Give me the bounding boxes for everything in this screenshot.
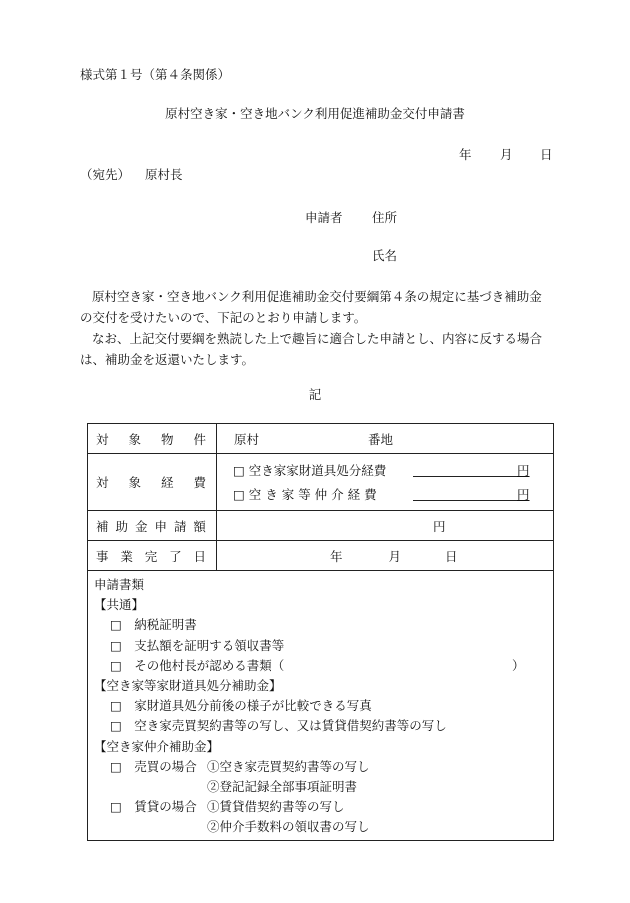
label-char: 助 bbox=[115, 518, 128, 534]
body-paragraph-2: なお、上記交付要綱を熟読した上で趣旨に適合した申請とし、内容に反する場合は、補助金を返還いたします。 bbox=[80, 331, 543, 367]
cost-label bbox=[88, 454, 217, 511]
lease-item-1: ①賃貸借契約書等の写し bbox=[207, 799, 345, 815]
sale-label: □ 売買の場合 bbox=[110, 758, 197, 774]
label-char: 事 bbox=[96, 548, 109, 564]
yen-unit: 円 bbox=[517, 463, 530, 478]
applicant-address: 住所 bbox=[372, 210, 398, 225]
amount-line[interactable] bbox=[413, 487, 517, 501]
date-month: 月 bbox=[500, 147, 513, 162]
label-char: 対 bbox=[96, 475, 109, 490]
addressee-label: （宛先） bbox=[80, 167, 131, 182]
label-char: 件 bbox=[193, 431, 206, 447]
form-number: 様式第１号（第４条関係） bbox=[80, 67, 231, 82]
applicant-name: 氏名 bbox=[372, 248, 398, 263]
cost-brokerage[interactable] bbox=[217, 482, 553, 506]
brokerage-heading: 【空き家仲介補助金】 bbox=[94, 738, 220, 754]
row-subsidy bbox=[88, 511, 554, 541]
body-paragraph-1: 原村空き家・空き地バンク利用促進補助金交付要綱第４条の規定に基づき補助金の交付を受けたいので、下記のとおり申請します。 bbox=[80, 289, 542, 325]
row-completion bbox=[88, 541, 554, 571]
row-cost bbox=[88, 454, 554, 511]
doc-item-other[interactable] bbox=[94, 656, 553, 676]
date-day: 日 bbox=[540, 147, 553, 162]
cost-furniture[interactable] bbox=[217, 458, 553, 482]
label-char: 申 bbox=[154, 518, 167, 534]
label-char: 対 bbox=[96, 431, 109, 447]
form-title: 原村空き家・空き地バンク利用促進補助金交付申請書 bbox=[165, 106, 465, 121]
completion-month: 月 bbox=[388, 548, 402, 564]
completion-label bbox=[88, 541, 217, 571]
doc-item-contract-copy[interactable]: □ 空き家売買契約書等の写し、又は賃貸借契約書等の写し bbox=[110, 718, 447, 734]
common-heading: 【共通】 bbox=[94, 597, 145, 613]
label-char: 請 bbox=[173, 518, 187, 534]
applicant-label: 申請者 bbox=[305, 210, 343, 225]
label-char: 金 bbox=[134, 518, 148, 534]
subsidy-label bbox=[88, 511, 217, 541]
cost-brokerage-label: □ 空 き 家 等 仲 介 経 費 bbox=[233, 487, 377, 502]
sale-item-1: ①空き家売買契約書等の写し bbox=[207, 758, 370, 774]
completion-year: 年 bbox=[330, 548, 343, 564]
furniture-heading: 【空き家等家財道具処分補助金】 bbox=[94, 678, 282, 694]
body-text bbox=[80, 286, 554, 370]
property-label bbox=[88, 424, 217, 454]
cost-furniture-label: □ 空き家家財道具処分経費 bbox=[233, 463, 387, 478]
property-village: 原村 bbox=[234, 431, 260, 447]
date-year: 年 bbox=[459, 147, 472, 162]
amount-line[interactable] bbox=[413, 463, 517, 477]
sale-item-2: ②登記記録全部事項証明書 bbox=[207, 779, 358, 795]
label-char: 象 bbox=[128, 475, 141, 490]
label-char: 補 bbox=[96, 518, 109, 534]
label-char: 物 bbox=[160, 431, 174, 447]
label-char: 日 bbox=[193, 548, 206, 564]
doc-lease-case[interactable] bbox=[94, 797, 553, 817]
completion-day: 日 bbox=[445, 548, 458, 564]
yen-unit: 円 bbox=[517, 487, 530, 502]
lease-item-2: ②仲介手数料の領収書の写し bbox=[207, 819, 370, 835]
addressee-name: 原村長 bbox=[145, 167, 183, 182]
label-char: 額 bbox=[193, 518, 206, 534]
documents-cell bbox=[88, 571, 554, 841]
yen-unit: 円 bbox=[433, 518, 446, 534]
completion-value[interactable] bbox=[217, 541, 554, 571]
application-table bbox=[87, 423, 554, 841]
label-char: 経 bbox=[160, 475, 174, 490]
other-close-paren: ） bbox=[512, 657, 525, 673]
doc-item-receipt[interactable]: □ 支払額を証明する領収書等 bbox=[110, 637, 285, 653]
subsidy-value[interactable] bbox=[217, 511, 554, 541]
label-char: 費 bbox=[193, 475, 206, 490]
lease-label: □ 賃貸の場合 bbox=[110, 799, 197, 815]
row-documents bbox=[88, 571, 554, 841]
cost-value bbox=[217, 454, 554, 511]
doc-item-photos[interactable]: □ 家財道具処分前後の様子が比較できる写真 bbox=[110, 698, 372, 714]
property-lot: 番地 bbox=[368, 431, 394, 447]
doc-sale-case[interactable] bbox=[94, 757, 553, 777]
label-char: 完 bbox=[144, 548, 158, 564]
doc-item-tax-certificate[interactable]: □ 納税証明書 bbox=[110, 617, 197, 633]
documents-heading: 申請書類 bbox=[94, 577, 145, 592]
label-char: 業 bbox=[120, 548, 133, 564]
property-value[interactable] bbox=[217, 424, 554, 454]
ki-heading: 記 bbox=[308, 387, 322, 402]
row-property bbox=[88, 424, 554, 454]
doc-item-other-label: □ その他村長が認める書類（ bbox=[110, 657, 285, 673]
label-char: 象 bbox=[128, 431, 141, 447]
label-char: 了 bbox=[169, 548, 182, 564]
